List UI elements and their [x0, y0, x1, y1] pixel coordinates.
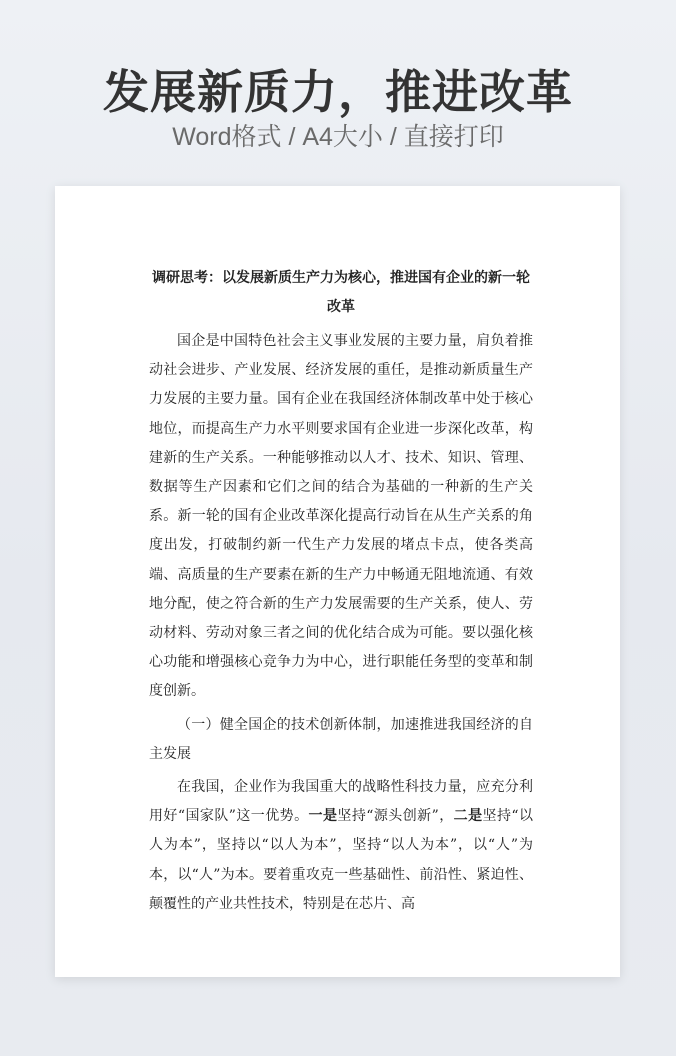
paragraph-2-bold-1: 一是 [308, 808, 338, 825]
paragraph-2-bold-2: 二是 [453, 808, 483, 825]
paragraph-2 [149, 773, 533, 919]
paragraph-2-part-2: 坚持“源头创新”， [337, 808, 454, 825]
document-page [55, 186, 620, 977]
banner-subtitle: Word格式 / A4大小 / 直接打印 [172, 123, 504, 151]
document-title: 调研思考：以发展新质生产力为核心，推进国有企业的新一轮改革 [152, 270, 530, 315]
section-heading-1: （一）健全国企的技术创新体制，加速推进我国经济的自主发展 [149, 716, 533, 762]
banner-title: 发展新质力，推进改革 [103, 65, 573, 119]
document-body [149, 264, 533, 923]
paragraph-2-part-3: 坚持“以人为本”，坚持以“以人为本”，坚持“以人为本”，以“人”为本，以“人”为本。要着重攻克一些基础性、前沿性、紧迫性、颠覆性的产业共性技术，特别是在芯片、高 [149, 808, 533, 912]
banner [0, 0, 676, 186]
paragraph-2-part-1: 在我国，企业作为我国重大的战略性科技力量，应充分利用好“国家队”这一优势。 [149, 779, 533, 825]
paragraph-1: 国企是中国特色社会主义事业发展的主要力量，肩负着推动社会进步、产业发展、经济发展的重任，是推动新质量生产力发展的主要力量。国有企业在我国经济体制改革中处于核心地位，而提高生产力水平则要求国有企业进一步深化改革，构建新的生产关系。一种能够推动以人才、技术、知识、管理、数据等生产因素和它们之间的结合为基础的一种新的生产关系。新一轮的国有企业改革深化提高行动旨在从生产关系的角度出发，打破制约新一代生产力发展的堵点卡点，使各类高端、高质量的生产要素在新的生产力中畅通无阻地流通、有效地分配，使之符合新的生产力发展需要的生产关系，使人、劳动材料、劳动对象三者之间的优化结合成为可能。要以强化核心功能和增强核心竞争力为中心，进行职能任务型的变革和制度创新。 [149, 333, 533, 700]
